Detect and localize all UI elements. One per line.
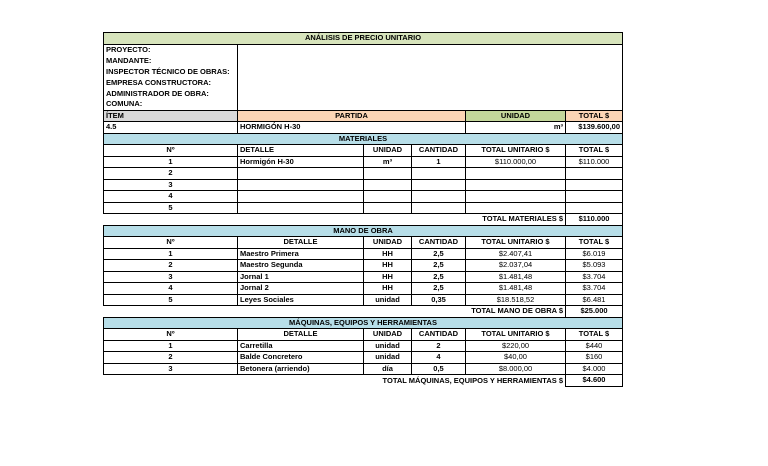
column-header-cantidad: CANTIDAD xyxy=(412,237,466,249)
column-header-unidad: UNIDAD xyxy=(364,145,412,157)
row-unitario: $1.481,48 xyxy=(466,271,566,283)
row-unidad: HH xyxy=(364,271,412,283)
row-unitario: $2.407,41 xyxy=(466,248,566,260)
row-total: $6.019 xyxy=(566,248,623,260)
materiales-total-row xyxy=(104,214,623,226)
partida-name: HORMIGÓN H-30 xyxy=(238,122,466,134)
materiales-header-row xyxy=(104,145,623,157)
materiales-section-title: MATERIALES xyxy=(104,133,623,145)
row-cantidad xyxy=(412,202,466,214)
table-row xyxy=(104,179,623,191)
maquinas-title-row xyxy=(104,317,623,329)
row-number: 3 xyxy=(104,179,238,191)
item-unit: m³ xyxy=(466,122,566,134)
row-number: 2 xyxy=(104,352,238,364)
info-label: EMPRESA CONSTRUCTORA: xyxy=(104,77,238,88)
row-cantidad: 4 xyxy=(412,352,466,364)
unidad-header: UNIDAD xyxy=(466,110,566,122)
table-row xyxy=(104,202,623,214)
row-cantidad: 2 xyxy=(412,340,466,352)
row-cantidad: 0,35 xyxy=(412,294,466,306)
column-header-unitario: TOTAL UNITARIO $ xyxy=(466,329,566,341)
title-row xyxy=(104,33,623,45)
row-total: $160 xyxy=(566,352,623,364)
row-cantidad: 0,5 xyxy=(412,363,466,375)
row-detalle: Jornal 2 xyxy=(238,283,364,295)
row-total xyxy=(566,179,623,191)
row-detalle: Maestro Primera xyxy=(238,248,364,260)
row-unidad: HH xyxy=(364,248,412,260)
row-unidad: unidad xyxy=(364,352,412,364)
column-header-total: TOTAL $ xyxy=(566,237,623,249)
row-cantidad: 2,5 xyxy=(412,248,466,260)
row-total: $110.000 xyxy=(566,156,623,168)
row-unitario: $2.037,04 xyxy=(466,260,566,272)
row-cantidad xyxy=(412,191,466,203)
row-unitario xyxy=(466,168,566,180)
row-cantidad xyxy=(412,179,466,191)
column-header-unitario: TOTAL UNITARIO $ xyxy=(466,145,566,157)
row-number: 3 xyxy=(104,363,238,375)
maquinas-total-row xyxy=(104,375,623,387)
page-title: ANÁLISIS DE PRECIO UNITARIO xyxy=(104,33,623,45)
mano_obra-total-row xyxy=(104,306,623,318)
row-unitario xyxy=(466,202,566,214)
row-detalle: Maestro Segunda xyxy=(238,260,364,272)
maquinas-total-value: $4.600 xyxy=(566,375,623,387)
column-header-unidad: UNIDAD xyxy=(364,237,412,249)
row-total: $3.704 xyxy=(566,283,623,295)
table-row xyxy=(104,260,623,272)
row-number: 3 xyxy=(104,271,238,283)
row-number: 5 xyxy=(104,294,238,306)
row-total xyxy=(566,168,623,180)
row-total: $440 xyxy=(566,340,623,352)
column-header-n: Nº xyxy=(104,237,238,249)
row-unidad xyxy=(364,168,412,180)
row-detalle: Jornal 1 xyxy=(238,271,364,283)
partida-header: PARTIDA xyxy=(238,110,466,122)
column-header-detalle: DETALLE xyxy=(238,329,364,341)
materiales-total-value: $110.000 xyxy=(566,214,623,226)
row-number: 4 xyxy=(104,283,238,295)
row-total: $5.093 xyxy=(566,260,623,272)
table-row xyxy=(104,352,623,364)
column-header-total: TOTAL $ xyxy=(566,145,623,157)
row-unidad: HH xyxy=(364,260,412,272)
row-unidad: m³ xyxy=(364,156,412,168)
row-detalle: Balde Concretero xyxy=(238,352,364,364)
column-header-unidad: UNIDAD xyxy=(364,329,412,341)
row-number: 5 xyxy=(104,202,238,214)
item-header-row xyxy=(104,110,623,122)
info-label: MANDANTE: xyxy=(104,55,238,66)
row-total: $4.000 xyxy=(566,363,623,375)
row-unidad xyxy=(364,179,412,191)
materiales-title-row xyxy=(104,133,623,145)
mano_obra-header-row xyxy=(104,237,623,249)
table-row xyxy=(104,294,623,306)
total-header: TOTAL $ xyxy=(566,110,623,122)
row-detalle: Betonera (arriendo) xyxy=(238,363,364,375)
row-unitario: $18.518,52 xyxy=(466,294,566,306)
maquinas-total-label: TOTAL MÁQUINAS, EQUIPOS Y HERRAMIENTAS $ xyxy=(104,375,566,387)
item-row xyxy=(104,122,623,134)
row-number: 1 xyxy=(104,248,238,260)
materiales-total-label: TOTAL MATERIALES $ xyxy=(104,214,566,226)
row-unitario: $110.000,00 xyxy=(466,156,566,168)
row-total xyxy=(566,191,623,203)
row-unidad xyxy=(364,191,412,203)
table-row xyxy=(104,363,623,375)
row-detalle xyxy=(238,179,364,191)
row-number: 1 xyxy=(104,156,238,168)
table-row xyxy=(104,168,623,180)
row-cantidad: 2,5 xyxy=(412,260,466,272)
column-header-cantidad: CANTIDAD xyxy=(412,145,466,157)
row-cantidad: 2,5 xyxy=(412,283,466,295)
row-unidad: día xyxy=(364,363,412,375)
row-detalle xyxy=(238,202,364,214)
column-header-n: Nº xyxy=(104,329,238,341)
row-cantidad xyxy=(412,168,466,180)
row-unitario: $40,00 xyxy=(466,352,566,364)
row-detalle xyxy=(238,168,364,180)
row-detalle xyxy=(238,191,364,203)
row-detalle: Leyes Sociales xyxy=(238,294,364,306)
table-row xyxy=(104,248,623,260)
table-row xyxy=(104,283,623,295)
row-unitario xyxy=(466,179,566,191)
item-header: ÍTEM xyxy=(104,110,238,122)
row-total: $6.481 xyxy=(566,294,623,306)
row-total xyxy=(566,202,623,214)
column-header-n: Nº xyxy=(104,145,238,157)
row-unidad: unidad xyxy=(364,294,412,306)
table-row xyxy=(104,156,623,168)
column-header-cantidad: CANTIDAD xyxy=(412,329,466,341)
column-header-detalle: DETALLE xyxy=(238,145,364,157)
column-header-unitario: TOTAL UNITARIO $ xyxy=(466,237,566,249)
column-header-total: TOTAL $ xyxy=(566,329,623,341)
row-total: $3.704 xyxy=(566,271,623,283)
info-value-box xyxy=(238,44,623,110)
table-row xyxy=(104,271,623,283)
item-total: $139.600,00 xyxy=(566,122,623,134)
row-cantidad: 1 xyxy=(412,156,466,168)
mano_obra-total-value: $25.000 xyxy=(566,306,623,318)
row-number: 2 xyxy=(104,260,238,272)
mano_obra-section-title: MANO DE OBRA xyxy=(104,225,623,237)
row-unidad: unidad xyxy=(364,340,412,352)
info-label: PROYECTO: xyxy=(104,44,238,55)
column-header-detalle: DETALLE xyxy=(238,237,364,249)
row-unidad: HH xyxy=(364,283,412,295)
maquinas-section-title: MÁQUINAS, EQUIPOS Y HERRAMIENTAS xyxy=(104,317,623,329)
mano_obra-title-row xyxy=(104,225,623,237)
row-unitario: $1.481,48 xyxy=(466,283,566,295)
row-number: 4 xyxy=(104,191,238,203)
table-row xyxy=(104,340,623,352)
row-unitario: $8.000,00 xyxy=(466,363,566,375)
row-number: 1 xyxy=(104,340,238,352)
row-cantidad: 2,5 xyxy=(412,271,466,283)
mano_obra-total-label: TOTAL MANO DE OBRA $ xyxy=(104,306,566,318)
maquinas-header-row xyxy=(104,329,623,341)
info-label: ADMINISTRADOR DE OBRA: xyxy=(104,88,238,99)
row-unidad xyxy=(364,202,412,214)
item-number: 4.5 xyxy=(104,122,238,134)
row-unitario xyxy=(466,191,566,203)
row-unitario: $220,00 xyxy=(466,340,566,352)
row-number: 2 xyxy=(104,168,238,180)
info-row xyxy=(104,44,623,55)
info-label: COMUNA: xyxy=(104,99,238,110)
table-row xyxy=(104,191,623,203)
price-analysis-table xyxy=(103,32,623,387)
info-label: INSPECTOR TÉCNICO DE OBRAS: xyxy=(104,66,238,77)
row-detalle: Carretilla xyxy=(238,340,364,352)
row-detalle: Hormigón H-30 xyxy=(238,156,364,168)
